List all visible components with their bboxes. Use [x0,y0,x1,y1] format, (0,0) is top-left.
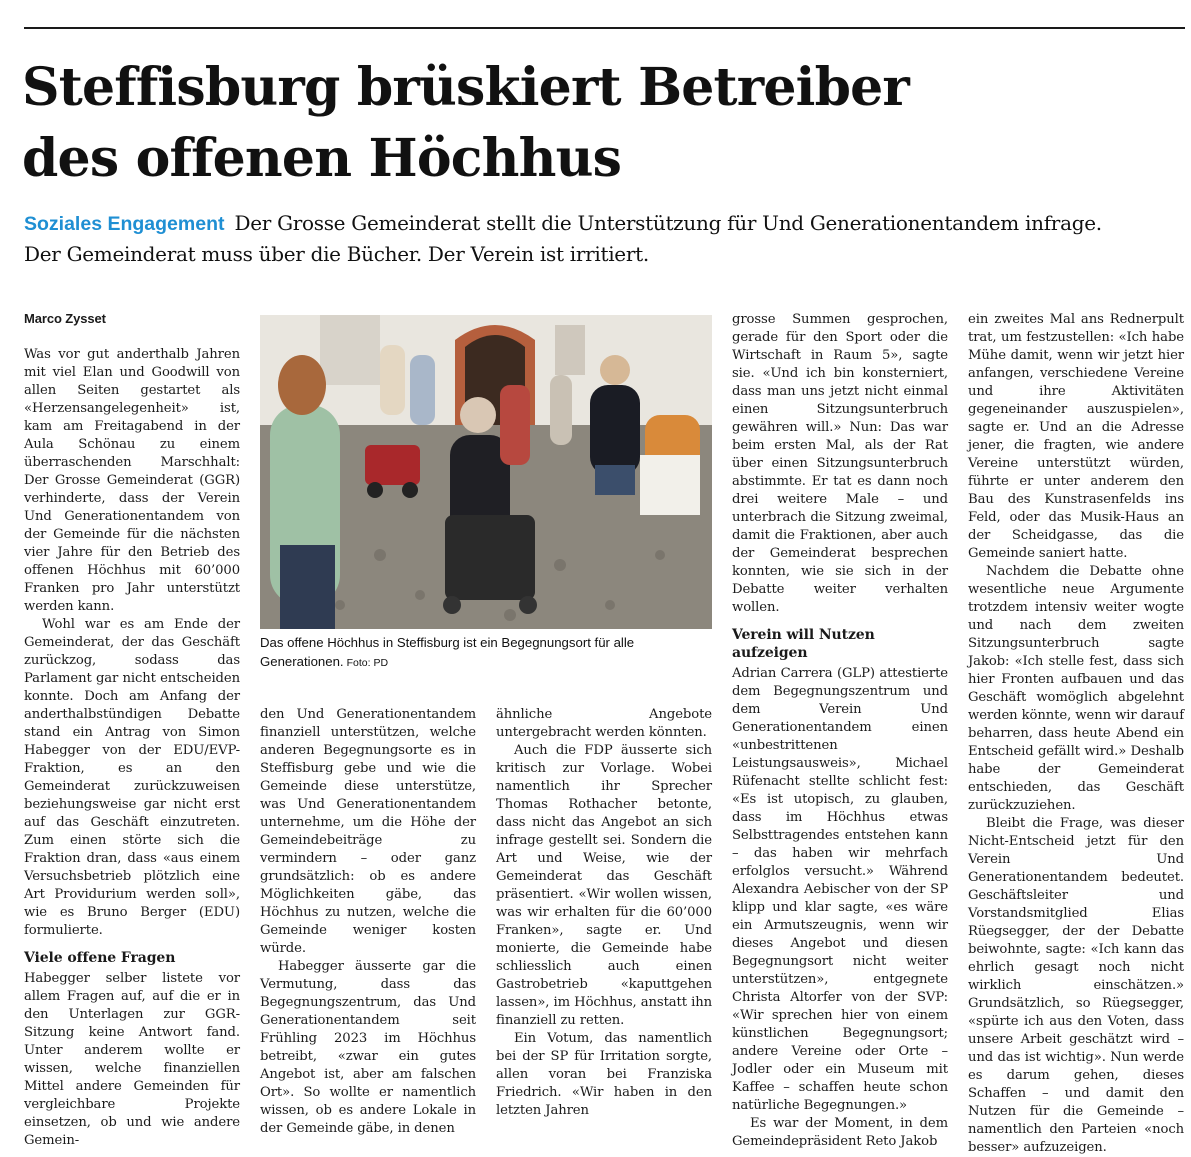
lead-line-1 [24,208,1184,239]
col1-paragraph-2: Wohl war es am Ende der Gemeinderat, der das Geschäft zurückzog, sodass das Parlament gar nicht entscheiden konnte. Doch am Anfang der anderthalbstündigen Debatte stand ein Antrag von Simon Habegger von der EDU/EVP-Fraktion, es an den Gemeinderat zurückzuweisen beziehungsweise gar nicht erst auf das Geschäft einzutreten. Zum einen störte sich die Fraktion dran, dass «aus einem Versuchsbetrieb plötzlich eine Art Providurium werden soll», wie es Bruno Berger (EDU) formulierte. [24,617,240,938]
column-1 [24,310,240,1150]
col4-paragraph-1: grosse Summen gesprochen, gerade für den Sport oder die Wirtschaft in Raum 5», sagte sie. «Und ich bin konsterniert, dass man uns jetzt nicht einmal einen Sitzungsunterbruch gewähren will.» Nun: Das war beim ersten Mal, als der Rat über einen Sitzungsunterbruch abstimmte. Er tat es dann noch drei weitere Male – und unterbrach die Sitzung zweimal, damit die Fraktionen, aber auch der Gemeinderat besprechen konnten, wie sie sich in der Debatte weiter verhalten wollen. [732,312,948,615]
lead-text-2: Der Gemeinderat muss über die Bücher. Der Verein ist irritiert. [24,242,649,266]
headline-line-2: des offenen Höchhus [22,128,622,189]
col2-paragraph-1: den Und Generationentandem finanziell unterstützen, welche anderen Begegnungsorte es in Steffisburg gebe und wie die Gemeinde diese unterstütze, was Und Generationentandem unternehme, um die Höhe der Gemeindebeiträge zu vermindern – oder ganz grundsätzlich: ob es andere Möglichkeiten gäbe, das Höchhus zu nutzen, welche die Gemeinde weniger kosten würde. [260,707,476,956]
kicker: Soziales Engagement [24,213,225,235]
col5-paragraph-3: Bleibt die Frage, was dieser Nicht-Entscheid jetzt für den Verein Und Generationentandem bedeutet. Geschäftsleiter und Vorstandsmitglied Elias Rüegsegger, der der Debatte beiwohnte, sagte: «Ich kann das ehrlich gesagt noch nicht wirklich einschätzen.» Grundsätzlich, so Rüegsegger, «spürte ich aus den Voten, dass unsere Arbeit geschätzt wird – und das ist wichtig». Nun werde es darum gehen, dieses Schaffen – und damit den Nutzen für die Gemeinde – namentlich den Parteien «noch besser» aufzuzeigen. [968,816,1184,1155]
column-5 [968,311,1184,1157]
headline [22,52,1172,194]
lead-text-1: Der Grosse Gemeinderat stellt die Unterstützung für Und Generationentandem infrage. [234,211,1102,235]
col1-paragraph-3: Habegger selber listete vor allem Fragen auf, auf die er in den Unterlagen zur GGR-Sitzung keine Antwort fand. Unter anderem wollte er wissen, welche finanziellen Mittel andere Gemeinden für vergleichbare Projekte einsetzen, ob und wie andere Gemein- [24,971,240,1148]
caption-text: Das offene Höchhus in Steffisburg ist ein Begegnungsort für alle Generationen. [260,635,635,669]
col4-paragraph-2: Adrian Carrera (GLP) attestierte dem Begegnungszentrum und dem Verein Und Generationentandem einen «unbestrittenen Leistungsausweis», Michael Rüfenacht stellte schlicht fest: «Es ist utopisch, zu glauben, dass im Höchhus etwas Selbsttragendes entstehen kann – das haben wir mehrfach erfolglos versucht.» Während Alexandra Aebischer von der SP klipp und klar sagte, «es wäre ein Armutszeugnis, wenn wir dieses Angebot und diesen Begegnungsort nicht weiter unterstützen», entgegnete Christa Altorfer von der SVP: «Wir sprechen hier von einem künstlichen Begegnungsort; andere Vereine oder Orte – Jodler oder ein Museum mit Kaffee – schaffen heute schon natürliche Begegnungen.» [732,666,948,1113]
author: Marco Zysset [24,311,106,326]
photo-caption [260,633,712,673]
col4-paragraph-3: Es war der Moment, in dem Gemeindepräsident Reto Jakob [732,1116,948,1149]
col1-paragraph-1: Was vor gut anderthalb Jahren mit viel Elan und Goodwill von allen Seiten gestartet als «Herzensangelegenheit» ist, kam am Freitagabend in der Aula Schönau zu einem überraschenden Marschhalt: Der Grosse Gemeinderat (GGR) verhinderte, dass der Verein Und Generationentandem von der Gemeinde für die nächsten vier Jahre für den Betrieb des offenen Höchhus mit 60’000 Franken pro Jahr unterstützt werden kann. [24,347,240,614]
col3-paragraph-2: Auch die FDP äusserte sich kritisch zur Vorlage. Wobei namentlich ihr Sprecher Thomas Rothacher betonte, dass nicht das Angebot an sich infrage gestellt sei. Sondern die Art und Weise, wie der Gemeinderat das Geschäft präsentiert. «Wir wollen wissen, was wir erhalten für die 60’000 Franken», sagte er. Und monierte, die Gemeinde habe schliesslich auch einen Gastrobetrieb «kaputtgehen lassen», im Höchhus, anstatt ihn finanziell zu retten. [496,743,712,1028]
column-3 [496,706,712,1120]
column-4 [732,311,948,1151]
headline-line-1: Steffisburg brüskiert Betreiber [22,57,910,118]
col2-paragraph-2: Habegger äusserte gar die Vermutung, dass das Begegnungszentrum, das Und Generationentandem seit Frühling 2023 im Höchhus betreibt, «zwar ein gutes Angebot ist, aber am falschen Ort». So wollte er namentlich wissen, ob es andere Lokale in der Gemeinde gäbe, in denen [260,959,476,1136]
col3-paragraph-1: ähnliche Angebote untergebracht werden könnten. [496,707,712,740]
column-2 [260,706,476,1138]
lead [24,208,1184,269]
subhead-viele-offene-fragen: Viele offene Fragen [24,950,176,966]
top-rule [24,27,1185,29]
photo-illustration [260,315,712,629]
subhead-verein-will-nutzen: Verein will Nutzen aufzeigen [732,627,875,661]
col5-paragraph-1: ein zweites Mal ans Rednerpult trat, um festzustellen: «Ich habe Mühe damit, wenn wir jetzt hier anfangen, verschiedene Vereine und ihre Aktivitäten gegeneinander auszuspielen», sagte er. Und an die Adresse jener, die fragten, wie andere Vereine unterstützt würden, führte er unter anderem den Bau des Kunstrasenfelds ins Feld, oder das Musik-Haus an der Scheidgasse, das die Gemeinde saniert hatte. [968,312,1184,561]
col3-paragraph-3: Ein Votum, das namentlich bei der SP für Irritation sorgte, allen voran bei Franziska Friedrich. «Wir haben in den letzten Jahren [496,1031,712,1118]
col5-paragraph-2: Nachdem die Debatte ohne wesentliche neue Argumente trotzdem intensiv weiter wogte und nach dem zweiten Sitzungsunterbruch sagte Jakob: «Ich stelle fest, dass sich hier Fronten aufbauen und das Geschäft womöglich abgelehnt werden könnte, wenn wir darauf beharren, dass heute Abend ein Entscheid gefällt wird.» Deshalb habe der Gemeinderat entschieden, das Geschäft zurückzuziehen. [968,564,1184,813]
photo-credit: Foto: PD [346,657,389,669]
photo [260,315,712,629]
